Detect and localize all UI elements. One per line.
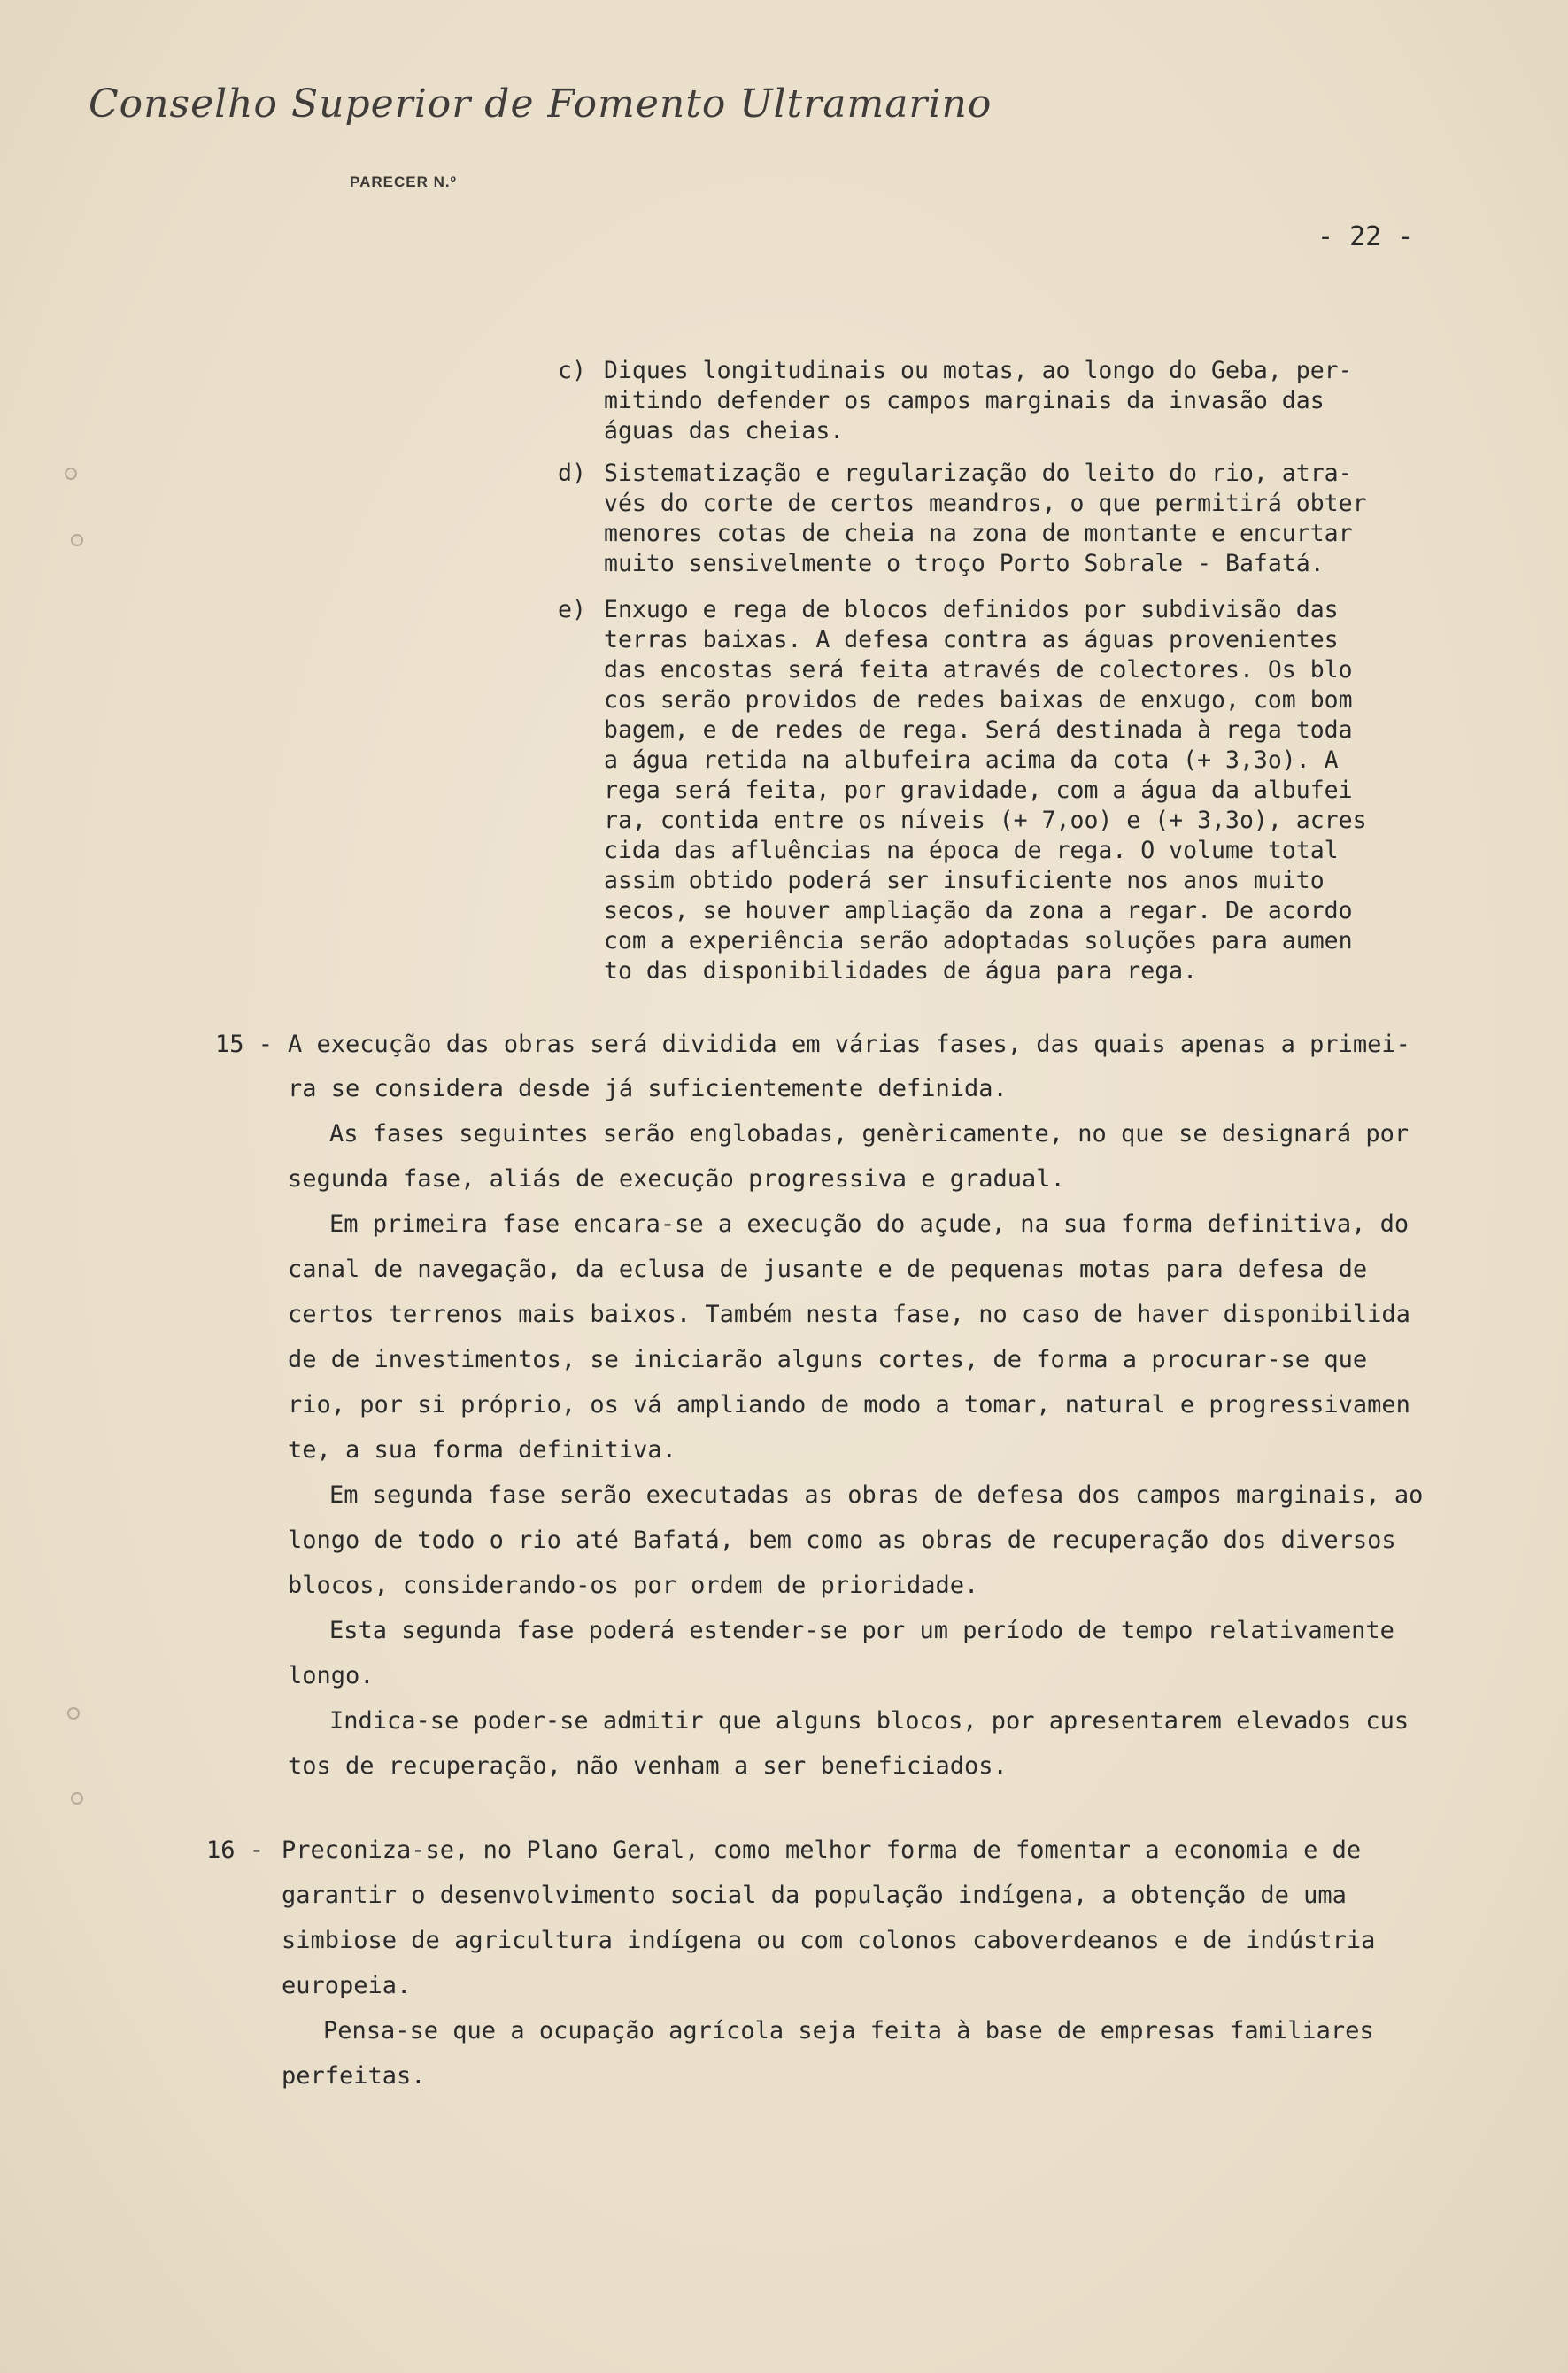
item-line: Enxugo e rega de blocos definidos por subdivisão das — [604, 596, 1339, 623]
item-line: menores cotas de cheia na zona de montante e encurtar — [604, 520, 1353, 547]
section-15-line: de de investimentos, se iniciarão alguns cortes, de forma a procurar-se que — [288, 1346, 1368, 1373]
item-line: muito sensivelmente o troço Porto Sobrale - Bafatá. — [604, 550, 1325, 577]
item-line: águas das cheias. — [604, 417, 845, 444]
item-line: terras baixas. A defesa contra as águas provenientes — [604, 626, 1339, 653]
list-item-e — [558, 595, 1434, 986]
item-line: assim obtido poderá ser insuficiente nos anos muito — [604, 867, 1325, 894]
page-number: - 22 - — [1317, 221, 1414, 252]
item-line: bagem, e de redes de rega. Será destinada à rega toda — [604, 716, 1353, 744]
item-marker: d) — [558, 460, 586, 487]
item-line: cida das afluências na época de rega. O volume total — [604, 837, 1339, 864]
item-line: secos, se houver ampliação da zona a regar. De acordo — [604, 897, 1353, 924]
binder-hole — [71, 534, 83, 546]
section-16-line: garantir o desenvolvimento social da população indígena, a obtenção de uma — [282, 1882, 1347, 1909]
section-15-line: ra se considera desde já suficientemente definida. — [288, 1075, 1008, 1102]
list-item-c — [558, 356, 1434, 446]
section-15-line: canal de navegação, da eclusa de jusante e de pequenas motas para defesa de — [288, 1256, 1368, 1283]
section-15-line: longo de todo o rio até Bafatá, bem como as obras de recuperação dos diversos — [288, 1527, 1396, 1554]
parecer-label: PARECER N.º — [350, 174, 457, 190]
item-line: Sistematização e regularização do leito do rio, atra- — [604, 460, 1353, 487]
section-15-line: certos terrenos mais baixos. Também nesta fase, no caso de haver disponibilida — [288, 1301, 1410, 1328]
item-line: Diques longitudinais ou motas, ao longo do Geba, per- — [604, 357, 1353, 384]
item-line: cos serão providos de redes baixas de enxugo, com bom — [604, 686, 1353, 714]
section-15-line: te, a sua forma definitiva. — [288, 1436, 676, 1464]
item-line: com a experiência serão adoptadas soluções para aumen — [604, 927, 1353, 955]
item-line: mitindo defender os campos marginais da invasão das — [604, 387, 1325, 414]
section-16-line: Preconiza-se, no Plano Geral, como melhor forma de fomentar a economia e de — [282, 1836, 1362, 1864]
section-15-line: As fases seguintes serão englobadas, genèricamente, no que se designará por — [329, 1120, 1410, 1148]
section-15-line: A execução das obras será dividida em várias fases, das quais apenas a primei- — [288, 1031, 1410, 1058]
item-marker: e) — [558, 596, 586, 623]
section-15-line: segunda fase, aliás de execução progressiva e gradual. — [288, 1165, 1065, 1193]
item-line: a água retida na albufeira acima da cota (+ 3,3o). A — [604, 746, 1339, 774]
section-16-line: simbiose de agricultura indígena ou com colonos caboverdeanos e de indústria — [282, 1927, 1376, 1954]
binder-hole — [65, 468, 77, 480]
section-number-15: 15 - — [215, 1031, 274, 1058]
binder-hole — [71, 1792, 83, 1805]
section-16-line: Pensa-se que a ocupação agrícola seja feita à base de empresas familiares — [323, 2017, 1374, 2044]
section-number-16: 16 - — [206, 1836, 265, 1864]
section-15-line: Esta segunda fase poderá estender-se por um período de tempo relativamente — [329, 1617, 1394, 1644]
binder-hole — [67, 1707, 80, 1720]
section-15-line: blocos, considerando-os por ordem de prioridade. — [288, 1572, 979, 1599]
item-line: to das disponibilidades de água para rega. — [604, 957, 1198, 985]
section-16-line: perfeitas. — [282, 2062, 426, 2090]
item-marker: c) — [558, 357, 586, 384]
list-item-d — [558, 459, 1434, 579]
item-line: rega será feita, por gravidade, com a água da albufei — [604, 777, 1353, 804]
section-16-line: europeia. — [282, 1972, 412, 1999]
section-15-line: tos de recuperação, não venham a ser beneficiados. — [288, 1752, 1008, 1780]
section-15-line: Em primeira fase encara-se a execução do açude, na sua forma definitiva, do — [329, 1210, 1410, 1238]
item-line: das encostas será feita através de colectores. Os blo — [604, 656, 1353, 684]
section-15-line: Em segunda fase serão executadas as obras de defesa dos campos marginais, ao — [329, 1481, 1424, 1509]
section-15-line: longo. — [288, 1662, 375, 1689]
item-line: vés do corte de certos meandros, o que permitirá obter — [604, 490, 1367, 517]
letterhead-title: Conselho Superior de Fomento Ultramarino — [89, 81, 993, 127]
item-line: ra, contida entre os níveis (+ 7,oo) e (+ 3,3o), acres — [604, 807, 1367, 834]
section-15-line: rio, por si próprio, os vá ampliando de modo a tomar, natural e progressivamen — [288, 1391, 1410, 1418]
section-15-line: Indica-se poder-se admitir que alguns blocos, por apresentarem elevados cus — [329, 1707, 1410, 1735]
